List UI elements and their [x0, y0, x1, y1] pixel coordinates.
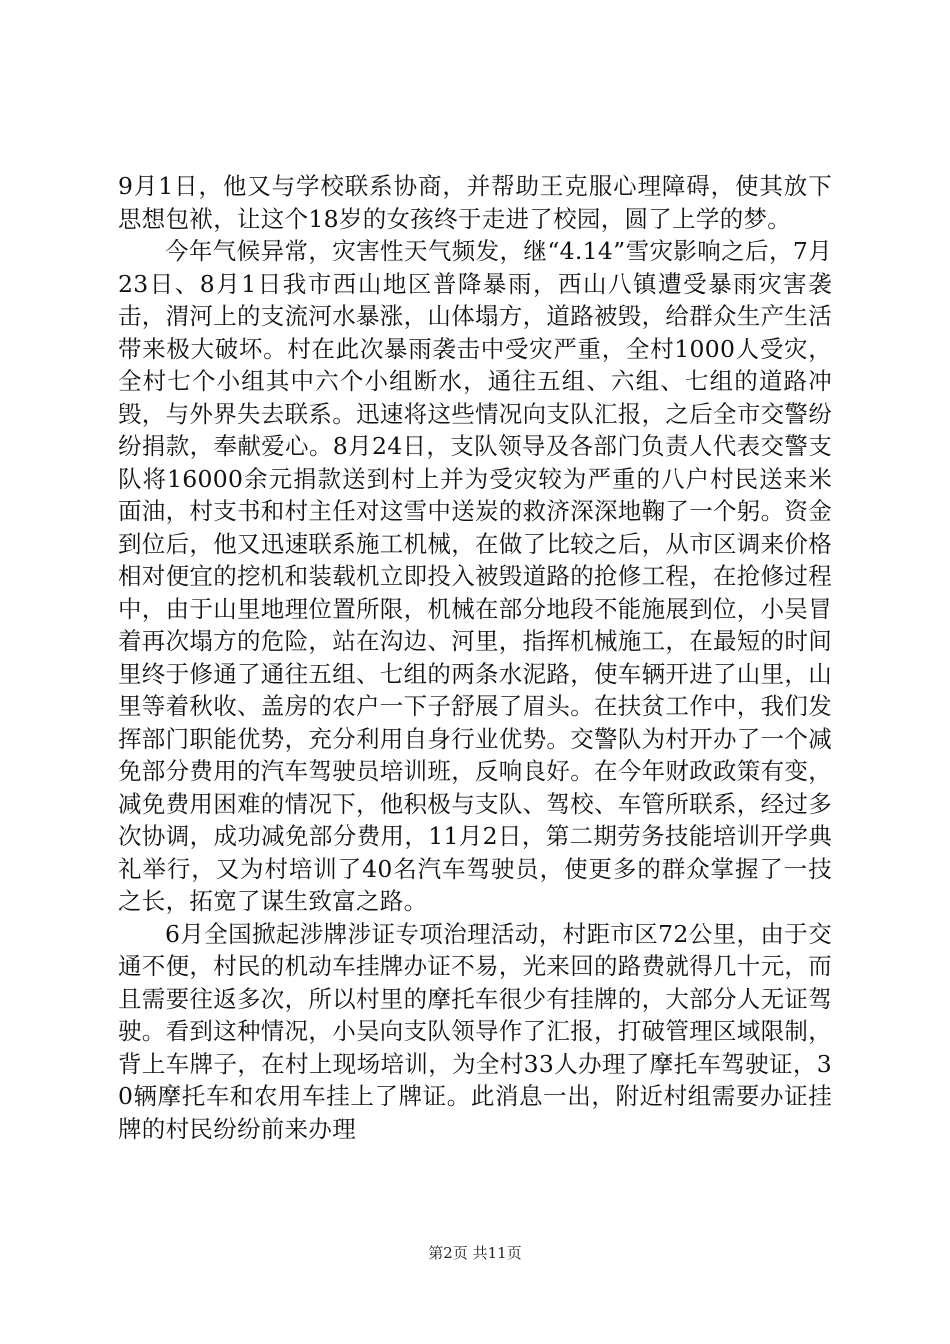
- paragraph-2: 今年气候异常，灾害性天气频发，继“4.14”雪灾影响之后，7月23日、8月1日我市西山地区普降暴雨，西山八镇遭受暴雨灾害袭击，渭河上的支流河水暴涨，山体塌方，道路被毁，给群众生产生活带来极大破坏。村在此次暴雨袭击中受灾严重，全村1000人受灾，全村七个小组其中六个小组断水，通往五组、六组、七组的道路冲毁，与外界失去联系。迅速将这些情况向支队汇报，之后全市交警纷纷捐款，奉献爱心。8月24日，支队领导及各部门负责人代表交警支队将16000余元捐款送到村上并为受灾较为严重的八户村民送来米面油，村支书和村主任对这雪中送炭的救济深深地鞠了一个躬。资金到位后，他又迅速联系施工机械，在做了比较之后，从市区调来价格相对便宜的挖机和装载机立即投入被毁道路的抢修工程，在抢修过程中，由于山里地理位置所限，机械在部分地段不能施展到位，小吴冒着再次塌方的危险，站在沟边、河里，指挥机械施工，在最短的时间里终于修通了通往五组、七组的两条水泥路，使车辆开进了山里，山里等着秋收、盖房的农户一下子舒展了眉头。在扶贫工作中，我们发挥部门职能优势，充分利用自身行业优势。交警队为村开办了一个减免部分费用的汽车驾驶员培训班，反响良好。在今年财政政策有变，减免费用困难的情况下，他积极与支队、驾校、车管所联系，经过多次协调，成功减免部分费用，11月2日，第二期劳务技能培训开学典礼举行，又为村培训了40名汽车驾驶员，使更多的群众掌握了一技之长，拓宽了谋生致富之路。: [118, 237, 832, 915]
- page-number-footer: 第2页 共11页: [428, 1244, 522, 1262]
- paragraph-1: 9月1日，他又与学校联系协商，并帮助王克服心理障碍，使其放下思想包袱，让这个18岁的女孩终于走进了校园，圆了上学的梦。: [118, 172, 832, 233]
- paragraph-3: 6月全国掀起涉牌涉证专项治理活动，村距市区72公里，由于交通不便，村民的机动车挂牌办证不易，光来回的路费就得几十元，而且需要往返多次，所以村里的摩托车很少有挂牌的，大部分人无证驾驶。看到这种情况，小吴向支队领导作了汇报，打破管理区域限制，背上车牌子，在村上现场培训，为全村33人办理了摩托车驾驶证，30辆摩托车和农用车挂上了牌证。此消息一出，附近村组需要办证挂牌的村民纷纷前来办理: [118, 919, 832, 1143]
- document-body: [118, 170, 832, 1145]
